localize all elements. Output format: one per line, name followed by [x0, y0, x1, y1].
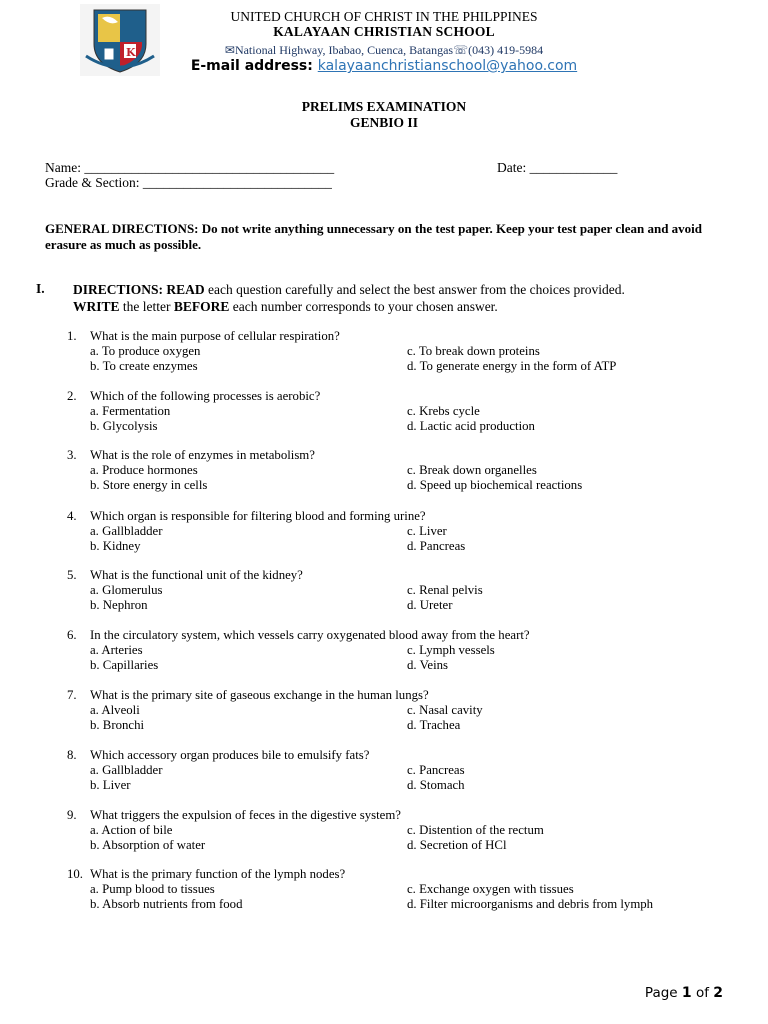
directions-text-2: the letter — [119, 299, 174, 314]
question-number: 10. — [67, 867, 83, 881]
school-address-line — [0, 43, 768, 58]
directions-before-label: BEFORE — [173, 299, 230, 314]
choice-a: a. Gallbladder — [90, 524, 163, 538]
choice-d: d. Speed up biochemical reactions — [407, 478, 583, 492]
total-pages: 2 — [713, 985, 723, 1001]
choice-b: b. Glycolysis — [90, 419, 158, 433]
email-link[interactable]: kalayaanchristianschool@yahoo.com — [317, 58, 578, 74]
current-page: 1 — [681, 985, 692, 1001]
choice-b: b. Store energy in cells — [90, 478, 208, 492]
directions-text-1: each question carefully and select the best answer from the choices provided. — [204, 282, 625, 297]
question-number: 5. — [67, 568, 77, 582]
name-field: Name: _____________________________________ — [45, 160, 335, 175]
section-number: I. — [36, 281, 45, 296]
choice-d: d. Ureter — [407, 598, 453, 612]
email-line — [0, 58, 768, 74]
choice-c: c. Nasal cavity — [407, 703, 483, 717]
choice-c: c. Liver — [407, 524, 447, 538]
choice-d: d. Stomach — [407, 778, 465, 792]
choice-d: d. Filter microorganisms and debris from lymph — [407, 897, 654, 911]
choice-a: a. Action of bile — [90, 823, 173, 837]
question-text: What is the role of enzymes in metabolism? — [90, 448, 315, 462]
email-label: E-mail address: — [190, 58, 313, 74]
choice-b: b. To create enzymes — [90, 359, 198, 373]
choice-c: c. Lymph vessels — [407, 643, 495, 657]
date-field: Date: _____________ — [497, 160, 618, 175]
page-number — [645, 985, 723, 1001]
choice-d: d. Trachea — [407, 718, 461, 732]
directions-text-3: each number corresponds to your chosen answer. — [229, 299, 498, 314]
question-text: What is the main purpose of cellular respiration? — [90, 329, 340, 343]
church-name: UNITED CHURCH OF CHRIST IN THE PHILPPINES — [230, 9, 538, 24]
choice-a: a. Glomerulus — [90, 583, 163, 597]
choice-c: c. Break down organelles — [407, 463, 537, 477]
school-phone: (043) 419-5984 — [468, 43, 544, 57]
choice-a: a. Alveoli — [90, 703, 140, 717]
question-number: 3. — [67, 448, 77, 462]
envelope-icon: ✉ — [224, 43, 235, 57]
choice-b: b. Kidney — [90, 539, 141, 553]
choice-c: c. Pancreas — [407, 763, 465, 777]
choice-a: a. Produce hormones — [90, 463, 198, 477]
svg-text:K: K — [126, 46, 136, 59]
choice-c: c. Renal pelvis — [407, 583, 483, 597]
grade-section-field: Grade & Section: ____________________________ — [45, 175, 332, 190]
choice-c: c. Exchange oxygen with tissues — [407, 882, 574, 896]
school-name: KALAYAAN CHRISTIAN SCHOOL — [273, 24, 495, 39]
choice-d: d. Secretion of HCl — [407, 838, 507, 852]
question-number: 7. — [67, 688, 77, 702]
choice-a: a. Gallbladder — [90, 763, 163, 777]
question-text: Which accessory organ produces bile to emulsify fats? — [90, 748, 370, 762]
choice-c: c. Krebs cycle — [407, 404, 480, 418]
choice-b: b. Bronchi — [90, 718, 145, 732]
choice-c: c. To break down proteins — [407, 344, 540, 358]
choice-d: d. Veins — [407, 658, 449, 672]
question-number: 1. — [67, 329, 77, 343]
question-number: 8. — [67, 748, 77, 762]
question-text: Which organ is responsible for filtering blood and forming urine? — [90, 509, 426, 523]
choice-a: a. To produce oxygen — [90, 344, 201, 358]
choice-b: b. Absorption of water — [90, 838, 206, 852]
of-word: of — [695, 985, 709, 1001]
question-number: 4. — [67, 509, 77, 523]
choice-b: b. Absorb nutrients from food — [90, 897, 243, 911]
choice-d: d. To generate energy in the form of ATP — [407, 359, 617, 373]
choice-d: d. Pancreas — [407, 539, 466, 553]
choice-a: a. Arteries — [90, 643, 143, 657]
question-number: 9. — [67, 808, 77, 822]
question-text: What is the primary site of gaseous exchange in the human lungs? — [90, 688, 429, 702]
question-text: In the circulatory system, which vessels carry oxygenated blood away from the heart? — [90, 628, 530, 642]
question-text: What is the primary function of the lymph nodes? — [90, 867, 346, 881]
question-text: What is the functional unit of the kidney? — [90, 568, 303, 582]
choice-c: c. Distention of the rectum — [407, 823, 544, 837]
general-directions: GENERAL DIRECTIONS: Do not write anything unnecessary on the test paper. Keep your test paper clean and avoid erasure as much as possible. — [45, 221, 703, 252]
choice-d: d. Lactic acid production — [407, 419, 535, 433]
section-directions — [73, 281, 733, 315]
choice-b: b. Nephron — [90, 598, 148, 612]
question-text: What triggers the expulsion of feces in the digestive system? — [90, 808, 401, 822]
choice-b: b. Liver — [90, 778, 131, 792]
exam-subject: GENBIO II — [350, 115, 418, 130]
directions-write-label: WRITE — [73, 299, 120, 314]
directions-read-label: DIRECTIONS: READ — [73, 282, 205, 297]
exam-title: PRELIMS EXAMINATION — [301, 99, 467, 114]
choice-a: a. Pump blood to tissues — [90, 882, 215, 896]
choice-a: a. Fermentation — [90, 404, 171, 418]
school-address: National Highway, Ibabao, Cuenca, Batangas — [234, 43, 454, 57]
question-text: Which of the following processes is aerobic? — [90, 389, 321, 403]
question-number: 2. — [67, 389, 77, 403]
question-number: 6. — [67, 628, 77, 642]
phone-icon: ☏ — [453, 43, 469, 57]
page-word: Page — [644, 985, 678, 1001]
choice-b: b. Capillaries — [90, 658, 159, 672]
